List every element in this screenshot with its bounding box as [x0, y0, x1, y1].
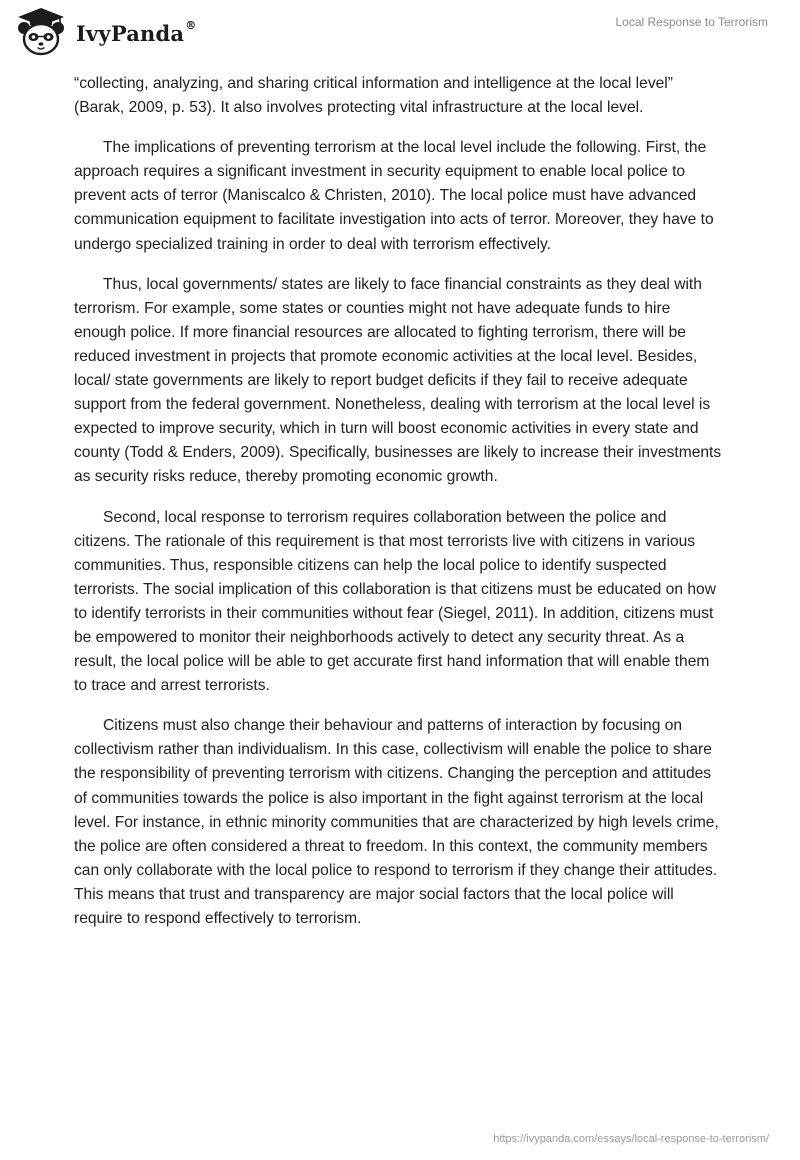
essay-body	[74, 72, 726, 947]
paragraph: The implications of preventing terrorism at the local level include the following. First, the approach requires a significant investment in security equipment to enable local police to prevent acts of terror (Maniscalco & Christen, 2010). The local police must have advanced communication equipment to facilitate investigation into acts of terror. Moreover, they have to undergo specialized training in order to deal with terrorism effectively.	[74, 139, 714, 253]
brand-name: IvyPanda®	[76, 18, 197, 46]
page-header	[0, 0, 800, 60]
paragraph: Citizens must also change their behaviour and patterns of interaction by focusing on collectivism rather than individualism. In this case, collectivism will enable the police to share the responsibility of preventing terrorism with citizens. Changing the perception and attitudes of communities towards the police is also important in the fight against terrorism at the local level. For instance, in ethnic minority communities that are characterized by high levels crime, the police are often considered a threat to freedom. In this context, the community members can only collaborate with the local police to respond to terrorism if they change their attitudes. This means that trust and transparency are major social factors that the local police will require to respond effectively to terrorism.	[74, 717, 719, 927]
document-title: Local Response to Terrorism	[615, 15, 768, 29]
brand-logo[interactable]	[14, 6, 196, 58]
paragraph-continued: “collecting, analyzing, and sharing critical information and intelligence at the local level” (Barak, 2009, p. 53). It also involves protecting vital infrastructure at the local level.	[74, 75, 673, 117]
paragraph: Thus, local governments/ states are likely to face financial constraints as they deal with terrorism. For example, some states or counties might not have adequate funds to hire enough police. If more financial resources are allocated to fighting terrorism, there will be reduced investment in projects that promote economic activities at the local level. Besides, local/ state governments are likely to report budget deficits if they fail to receive adequate support from the federal government. Nonetheless, dealing with terrorism at the local level is expected to improve security, which in turn will boost economic activities in every state and county (Todd & Enders, 2009). Specifically, businesses are likely to increase their investments as security risks reduce, thereby promoting economic growth.	[74, 275, 722, 486]
source-url-link[interactable]: https://ivypanda.com/essays/local-response-to-terrorism/	[493, 1133, 769, 1145]
paragraph: Second, local response to terrorism requires collaboration between the police and citizens. The rationale of this requirement is that most terrorists live with citizens in various communities. Thus, responsible citizens can help the local police to identify suspected terrorists. The social implication of this collaboration is that citizens must be educated on how to identify terrorists in their communities without fear (Siegel, 2011). In addition, citizens must be empowered to monitor their neighborhoods actively to detect any security threat. As a result, the local police will be able to get accurate first hand information that will enable them to trace and arrest terrorists.	[74, 508, 716, 695]
registered-mark: ®	[185, 18, 197, 32]
panda-graduate-icon	[14, 6, 68, 58]
